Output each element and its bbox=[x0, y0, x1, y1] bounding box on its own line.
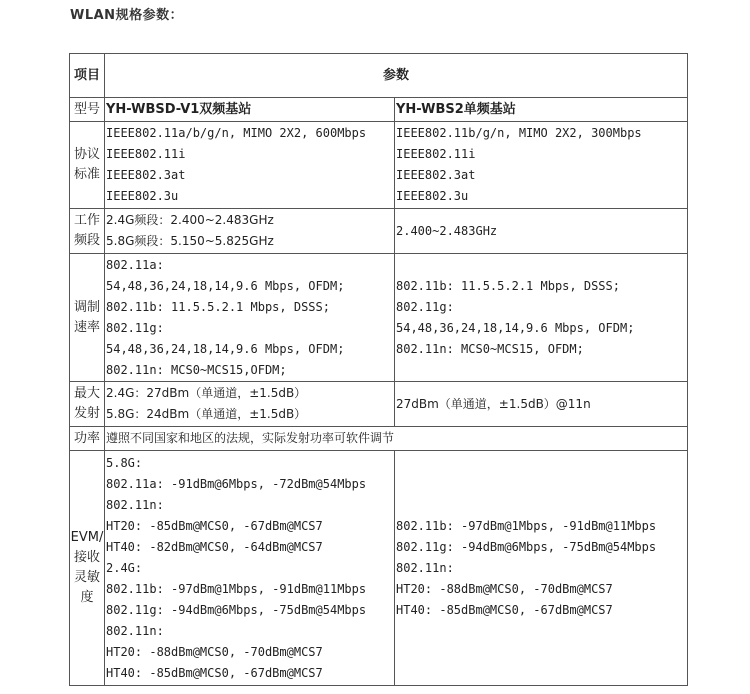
cell-line: 802.11a: bbox=[106, 257, 164, 272]
spec-row-power bbox=[70, 427, 688, 451]
cell-line: 802.11n: MCS0~MCS15,OFDM; bbox=[106, 362, 287, 377]
row-label: 协议标准 bbox=[70, 122, 105, 209]
model-label: 型号 bbox=[70, 98, 105, 122]
cell-line: HT20: -85dBm@MCS0, -67dBm@MCS7 bbox=[106, 518, 323, 533]
cell-line: IEEE802.11i bbox=[396, 147, 476, 161]
cell-line: HT40: -82dBm@MCS0, -64dBm@MCS7 bbox=[106, 539, 323, 554]
cell-line: HT20: -88dBm@MCS0, -70dBm@MCS7 bbox=[106, 644, 323, 659]
cell-line: 5.8G频段：5.150~5.825GHz bbox=[106, 234, 274, 248]
cell-line: 802.11b: -97dBm@1Mbps, -91dBm@11Mbps bbox=[396, 518, 657, 533]
cell-line: IEEE802.11i bbox=[106, 147, 186, 161]
wlan-spec-table bbox=[69, 53, 688, 686]
cell-line: 802.11b: 11.5.5.2.1 Mbps, DSSS; bbox=[396, 278, 620, 293]
cell-line: 802.11a: -91dBm@6Mbps, -72dBm@54Mbps bbox=[106, 476, 367, 491]
row-label: 工作频段 bbox=[70, 209, 105, 254]
cell-line: 54,48,36,24,18,14,9.6 Mbps, OFDM; bbox=[106, 278, 345, 293]
power-note: 遵照不同国家和地区的法规，实际发射功率可软件调节 bbox=[105, 427, 688, 451]
cell-line: IEEE802.3at bbox=[396, 168, 476, 182]
cell-b bbox=[395, 122, 688, 209]
cell-a bbox=[105, 209, 395, 254]
cell-line: IEEE802.3at bbox=[106, 168, 186, 182]
model-b: YH-WBS2单频基站 bbox=[395, 98, 688, 122]
model-row bbox=[70, 98, 688, 122]
spec-row-sensitivity bbox=[70, 451, 688, 686]
cell-b bbox=[395, 382, 688, 427]
cell-line: 802.11n: bbox=[106, 623, 164, 638]
row-label: 功率 bbox=[70, 427, 105, 451]
cell-line: 54,48,36,24,18,14,9.6 Mbps, OFDM; bbox=[396, 320, 635, 335]
cell-line: 2.4G：27dBm（单通道，±1.5dB） bbox=[106, 386, 307, 400]
cell-a bbox=[105, 254, 395, 382]
cell-line: 2.4G频段：2.400~2.483GHz bbox=[106, 213, 274, 227]
cell-line: HT40: -85dBm@MCS0, -67dBm@MCS7 bbox=[106, 665, 323, 680]
cell-line: 802.11b: -97dBm@1Mbps, -91dBm@11Mbps bbox=[106, 581, 367, 596]
row-label: EVM/接收灵敏度 bbox=[70, 451, 105, 686]
cell-line: 802.11n: bbox=[106, 497, 164, 512]
page-heading: WLAN规格参数： bbox=[70, 8, 184, 23]
cell-line: 5.8G: bbox=[106, 455, 143, 470]
cell-line: 2.4G: bbox=[106, 560, 143, 575]
cell-line: 5.8G：24dBm（单通道，±1.5dB） bbox=[106, 407, 307, 421]
spec-row-modulation bbox=[70, 254, 688, 382]
cell-a bbox=[105, 451, 395, 686]
col-params-header: 参数 bbox=[105, 54, 688, 98]
cell-line: IEEE802.3u bbox=[106, 189, 179, 203]
cell-line: 802.11g: -94dBm@6Mbps, -75dBm@54Mbps bbox=[396, 539, 657, 554]
cell-line: IEEE802.11b/g/n, MIMO 2X2, 300Mbps bbox=[396, 126, 642, 140]
cell-a bbox=[105, 122, 395, 209]
cell-line: 802.11b: 11.5.5.2.1 Mbps, DSSS; bbox=[106, 299, 330, 314]
cell-line: IEEE802.11a/b/g/n, MIMO 2X2, 600Mbps bbox=[106, 126, 367, 140]
spec-row-max-power bbox=[70, 382, 688, 427]
row-label: 调制速率 bbox=[70, 254, 105, 382]
cell-line: IEEE802.3u bbox=[396, 189, 469, 203]
cell-line: 27dBm（单通道，±1.5dB）@11n bbox=[396, 396, 591, 411]
header-row bbox=[70, 54, 688, 98]
cell-line: HT40: -85dBm@MCS0, -67dBm@MCS7 bbox=[396, 602, 613, 617]
cell-line: HT20: -88dBm@MCS0, -70dBm@MCS7 bbox=[396, 581, 613, 596]
cell-b bbox=[395, 254, 688, 382]
cell-line: 802.11g: -94dBm@6Mbps, -75dBm@54Mbps bbox=[106, 602, 367, 617]
cell-a bbox=[105, 382, 395, 427]
cell-line: 802.11g: bbox=[396, 299, 454, 314]
cell-line: 54,48,36,24,18,14,9.6 Mbps, OFDM; bbox=[106, 341, 345, 356]
cell-b bbox=[395, 209, 688, 254]
spec-row-protocol bbox=[70, 122, 688, 209]
row-label: 最大发射 bbox=[70, 382, 105, 427]
col-item-header: 项目 bbox=[70, 54, 105, 98]
cell-line: 802.11g: bbox=[106, 320, 164, 335]
model-a: YH-WBSD-V1双频基站 bbox=[105, 98, 395, 122]
cell-line: 802.11n: MCS0~MCS15, OFDM; bbox=[396, 341, 584, 356]
cell-line: 2.400~2.483GHz bbox=[396, 223, 498, 238]
cell-line: 802.11n: bbox=[396, 560, 454, 575]
cell-b bbox=[395, 451, 688, 686]
spec-row-band bbox=[70, 209, 688, 254]
